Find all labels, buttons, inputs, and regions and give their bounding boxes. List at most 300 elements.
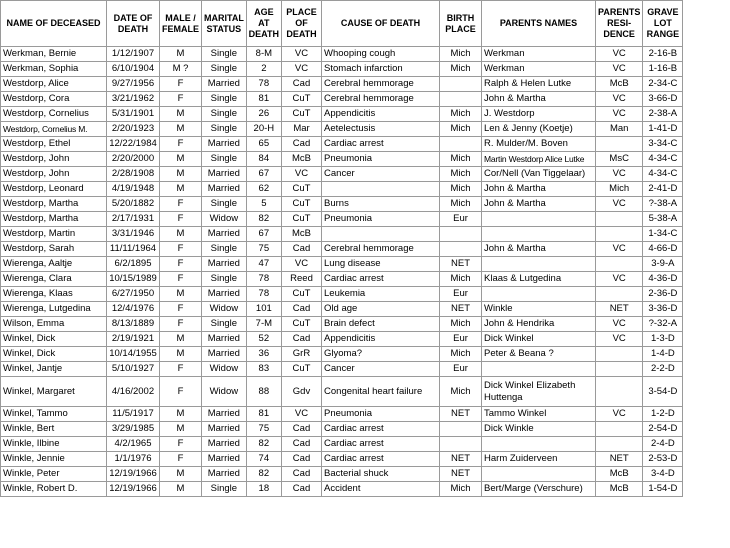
cell-parents-residence: VC	[596, 197, 643, 212]
cell-sex: F	[160, 197, 202, 212]
cell-date-of-death: 12/19/1966	[107, 482, 160, 497]
cell-age-at-death: 47	[246, 257, 281, 272]
cell-marital-status: Single	[202, 242, 247, 257]
cell-birth-place: Mich	[440, 317, 482, 332]
cell-age-at-death: 101	[246, 302, 281, 317]
cell-date-of-death: 12/4/1976	[107, 302, 160, 317]
cell-cause-of-death: Stomach infarction	[322, 62, 440, 77]
table-row	[1, 167, 683, 182]
cell-cause-of-death: Congenital heart failure	[322, 377, 440, 407]
cell-name: Westdorp, Leonard	[1, 182, 107, 197]
cell-age-at-death: 78	[246, 287, 281, 302]
cell-grave-lot-range: 2-38-A	[643, 107, 683, 122]
cell-date-of-death: 2/20/2000	[107, 152, 160, 167]
cell-marital-status: Married	[202, 167, 247, 182]
cell-place-of-death: Cad	[282, 137, 322, 152]
header-grave-lot-range: GRAVE LOT RANGE	[643, 1, 683, 47]
cell-birth-place: Mich	[440, 107, 482, 122]
table-body	[1, 47, 683, 497]
cell-cause-of-death: Cancer	[322, 362, 440, 377]
cell-place-of-death: Mar	[282, 122, 322, 137]
cell-sex: M ?	[160, 62, 202, 77]
cell-marital-status: Married	[202, 332, 247, 347]
cell-date-of-death: 5/20/1882	[107, 197, 160, 212]
cell-name: Winkle, Bert	[1, 422, 107, 437]
cell-marital-status: Married	[202, 467, 247, 482]
cell-place-of-death: Cad	[282, 467, 322, 482]
cell-place-of-death: CuT	[282, 287, 322, 302]
cell-place-of-death: Cad	[282, 422, 322, 437]
cell-birth-place: NET	[440, 452, 482, 467]
cell-grave-lot-range: ?-38-A	[643, 197, 683, 212]
cell-sex: M	[160, 467, 202, 482]
cell-parents-residence: VC	[596, 62, 643, 77]
cell-age-at-death: 8-M	[246, 47, 281, 62]
cell-parents-residence	[596, 212, 643, 227]
cell-cause-of-death: Cardiac arrest	[322, 137, 440, 152]
table-row	[1, 227, 683, 242]
cell-place-of-death: CuT	[282, 362, 322, 377]
cell-age-at-death: 52	[246, 332, 281, 347]
cell-sex: M	[160, 422, 202, 437]
cell-name: Winkle, Robert D.	[1, 482, 107, 497]
cell-date-of-death: 8/13/1889	[107, 317, 160, 332]
cell-cause-of-death: Cancer	[322, 167, 440, 182]
cell-grave-lot-range: 4-34-C	[643, 167, 683, 182]
cell-sex: F	[160, 437, 202, 452]
cell-parents-names: Winkle	[482, 302, 596, 317]
cell-date-of-death: 6/2/1895	[107, 257, 160, 272]
cell-parents-residence	[596, 362, 643, 377]
cell-grave-lot-range: 3-66-D	[643, 92, 683, 107]
cell-place-of-death: Cad	[282, 332, 322, 347]
cell-name: Winkel, Dick	[1, 332, 107, 347]
cell-grave-lot-range: 1-2-D	[643, 407, 683, 422]
cell-grave-lot-range: 2-53-D	[643, 452, 683, 467]
cell-parents-residence: VC	[596, 92, 643, 107]
table-row	[1, 182, 683, 197]
cell-name: Werkman, Sophia	[1, 62, 107, 77]
cell-name: Winkel, Margaret	[1, 377, 107, 407]
cell-place-of-death: Cad	[282, 77, 322, 92]
cell-parents-names	[482, 212, 596, 227]
cell-age-at-death: 7-M	[246, 317, 281, 332]
cell-name: Westdorp, Martha	[1, 212, 107, 227]
table-row	[1, 347, 683, 362]
cell-date-of-death: 5/31/1901	[107, 107, 160, 122]
cell-grave-lot-range: 1-16-B	[643, 62, 683, 77]
cell-date-of-death: 4/19/1948	[107, 182, 160, 197]
cell-grave-lot-range: 1-4-D	[643, 347, 683, 362]
cell-birth-place: Mich	[440, 167, 482, 182]
cell-sex: M	[160, 152, 202, 167]
table-row	[1, 122, 683, 137]
cell-place-of-death: Cad	[282, 482, 322, 497]
cell-parents-names: Bert/Marge (Verschure)	[482, 482, 596, 497]
table-row	[1, 317, 683, 332]
cell-parents-residence: NET	[596, 302, 643, 317]
cell-place-of-death: VC	[282, 47, 322, 62]
cell-marital-status: Single	[202, 317, 247, 332]
cell-name: Wierenga, Klaas	[1, 287, 107, 302]
cell-marital-status: Widow	[202, 377, 247, 407]
table-row	[1, 482, 683, 497]
cell-name: Winkel, Jantje	[1, 362, 107, 377]
cell-sex: F	[160, 272, 202, 287]
table-header	[1, 1, 683, 47]
cell-grave-lot-range: 4-36-D	[643, 272, 683, 287]
cell-birth-place: NET	[440, 407, 482, 422]
cell-place-of-death: Reed	[282, 272, 322, 287]
table-row	[1, 107, 683, 122]
cell-cause-of-death: Cardiac arrest	[322, 437, 440, 452]
cell-parents-residence: MsC	[596, 152, 643, 167]
cell-grave-lot-range: 1-41-D	[643, 122, 683, 137]
table-row	[1, 197, 683, 212]
cell-cause-of-death: Aetelectusis	[322, 122, 440, 137]
cell-parents-names: J. Westdorp	[482, 107, 596, 122]
cell-cause-of-death: Cardiac arrest	[322, 272, 440, 287]
cell-marital-status: Single	[202, 107, 247, 122]
cell-grave-lot-range: 2-36-D	[643, 287, 683, 302]
cell-birth-place: NET	[440, 302, 482, 317]
cell-grave-lot-range: 3-4-D	[643, 467, 683, 482]
cell-date-of-death: 2/17/1931	[107, 212, 160, 227]
cell-parents-names: John & Martha	[482, 182, 596, 197]
cell-marital-status: Single	[202, 62, 247, 77]
table-row	[1, 362, 683, 377]
cell-sex: F	[160, 92, 202, 107]
header-date-of-death: DATE OF DEATH	[107, 1, 160, 47]
cell-grave-lot-range: 2-4-D	[643, 437, 683, 452]
cell-date-of-death: 1/12/1907	[107, 47, 160, 62]
cell-parents-residence: NET	[596, 452, 643, 467]
cell-cause-of-death	[322, 182, 440, 197]
cell-parents-names: Harm Zuiderveen	[482, 452, 596, 467]
cell-date-of-death: 3/29/1985	[107, 422, 160, 437]
cell-parents-residence: VC	[596, 332, 643, 347]
table-row	[1, 257, 683, 272]
cell-marital-status: Married	[202, 347, 247, 362]
cell-sex: F	[160, 377, 202, 407]
cell-sex: M	[160, 167, 202, 182]
cell-sex: M	[160, 182, 202, 197]
cell-parents-names	[482, 287, 596, 302]
cell-grave-lot-range: 3-54-D	[643, 377, 683, 407]
cell-parents-names: Cor/Nell (Van Tiggelaar)	[482, 167, 596, 182]
cell-place-of-death: Cad	[282, 302, 322, 317]
cell-marital-status: Married	[202, 437, 247, 452]
cell-marital-status: Married	[202, 422, 247, 437]
cell-date-of-death: 3/21/1962	[107, 92, 160, 107]
cell-marital-status: Single	[202, 122, 247, 137]
cell-age-at-death: 65	[246, 137, 281, 152]
table-row	[1, 467, 683, 482]
cell-parents-names: John & Hendrika	[482, 317, 596, 332]
cell-place-of-death: CuT	[282, 182, 322, 197]
cell-grave-lot-range: 2-54-D	[643, 422, 683, 437]
cell-age-at-death: 18	[246, 482, 281, 497]
cell-date-of-death: 11/11/1964	[107, 242, 160, 257]
cell-birth-place	[440, 242, 482, 257]
cell-birth-place: Mich	[440, 152, 482, 167]
cell-parents-residence: VC	[596, 407, 643, 422]
cell-parents-names	[482, 257, 596, 272]
cell-parents-names: John & Martha	[482, 242, 596, 257]
cell-marital-status: Single	[202, 272, 247, 287]
cell-place-of-death: McB	[282, 227, 322, 242]
cell-parents-names: Dick Winkle	[482, 422, 596, 437]
cell-grave-lot-range: 1-54-D	[643, 482, 683, 497]
cell-grave-lot-range: 2-34-C	[643, 77, 683, 92]
cell-parents-residence: VC	[596, 47, 643, 62]
cell-name: Wierenga, Clara	[1, 272, 107, 287]
cell-parents-names	[482, 467, 596, 482]
cell-name: Westdorp, Alice	[1, 77, 107, 92]
cell-age-at-death: 81	[246, 407, 281, 422]
cell-parents-names: Dick Winkel	[482, 332, 596, 347]
cell-cause-of-death: Cerebral hemmorage	[322, 242, 440, 257]
cell-name: Westdorp, Cora	[1, 92, 107, 107]
cell-marital-status: Married	[202, 77, 247, 92]
cell-parents-names: Peter & Beana ?	[482, 347, 596, 362]
cell-sex: F	[160, 302, 202, 317]
cell-parents-residence	[596, 422, 643, 437]
cell-sex: F	[160, 212, 202, 227]
cell-name: Westdorp, Martha	[1, 197, 107, 212]
table-row	[1, 377, 683, 407]
cell-age-at-death: 78	[246, 272, 281, 287]
cell-age-at-death: 67	[246, 167, 281, 182]
cell-date-of-death: 10/15/1989	[107, 272, 160, 287]
cell-date-of-death: 4/16/2002	[107, 377, 160, 407]
table-row	[1, 332, 683, 347]
cell-sex: F	[160, 242, 202, 257]
cell-cause-of-death: Burns	[322, 197, 440, 212]
cell-marital-status: Widow	[202, 362, 247, 377]
cell-name: Winkle, Peter	[1, 467, 107, 482]
cell-date-of-death: 12/22/1984	[107, 137, 160, 152]
header-marital-status: MARITAL STATUS	[202, 1, 247, 47]
cell-name: Westdorp, John	[1, 167, 107, 182]
cell-grave-lot-range: 5-38-A	[643, 212, 683, 227]
cell-name: Westdorp, Sarah	[1, 242, 107, 257]
cell-place-of-death: VC	[282, 62, 322, 77]
cell-age-at-death: 75	[246, 242, 281, 257]
table-row	[1, 212, 683, 227]
cell-birth-place	[440, 422, 482, 437]
cell-grave-lot-range: 3-9-A	[643, 257, 683, 272]
cell-name: Westdorp, Cornelius M.	[1, 122, 107, 137]
cell-birth-place	[440, 437, 482, 452]
cell-birth-place	[440, 227, 482, 242]
table-row	[1, 452, 683, 467]
cell-cause-of-death: Glyoma?	[322, 347, 440, 362]
cell-birth-place: Mich	[440, 47, 482, 62]
header-row	[1, 1, 683, 47]
cell-birth-place: Mich	[440, 122, 482, 137]
cell-place-of-death: Cad	[282, 242, 322, 257]
cell-parents-names: Ralph & Helen Lutke	[482, 77, 596, 92]
cell-name: Winkel, Tammo	[1, 407, 107, 422]
cell-date-of-death: 9/27/1956	[107, 77, 160, 92]
cell-grave-lot-range: 3-34-C	[643, 137, 683, 152]
cell-marital-status: Single	[202, 92, 247, 107]
header-birth-place: BIRTH PLACE	[440, 1, 482, 47]
cell-cause-of-death: Pneumonia	[322, 212, 440, 227]
cell-age-at-death: 74	[246, 452, 281, 467]
cell-birth-place: Eur	[440, 212, 482, 227]
table-row	[1, 407, 683, 422]
cell-date-of-death: 10/14/1955	[107, 347, 160, 362]
cell-place-of-death: McB	[282, 152, 322, 167]
cell-age-at-death: 36	[246, 347, 281, 362]
cell-sex: F	[160, 317, 202, 332]
cell-name: Wilson, Emma	[1, 317, 107, 332]
cell-birth-place: Mich	[440, 182, 482, 197]
cell-name: Wierenga, Lutgedina	[1, 302, 107, 317]
cell-parents-names: John & Martha	[482, 92, 596, 107]
cell-sex: M	[160, 47, 202, 62]
cell-sex: M	[160, 107, 202, 122]
cell-marital-status: Married	[202, 137, 247, 152]
cell-place-of-death: VC	[282, 407, 322, 422]
cell-sex: F	[160, 77, 202, 92]
cell-place-of-death: Cad	[282, 452, 322, 467]
cell-grave-lot-range: 2-41-D	[643, 182, 683, 197]
cell-name: Winkle, Jennie	[1, 452, 107, 467]
cell-birth-place: NET	[440, 257, 482, 272]
cell-parents-names: John & Martha	[482, 197, 596, 212]
cell-sex: M	[160, 122, 202, 137]
cell-grave-lot-range: 1-34-C	[643, 227, 683, 242]
cell-age-at-death: 26	[246, 107, 281, 122]
cell-marital-status: Married	[202, 257, 247, 272]
cell-birth-place: NET	[440, 467, 482, 482]
cell-marital-status: Single	[202, 152, 247, 167]
cell-cause-of-death: Cerebral hemmorage	[322, 77, 440, 92]
cell-birth-place: Mich	[440, 347, 482, 362]
cell-parents-names: Dick Winkel Elizabeth Huttenga	[482, 377, 596, 407]
cell-parents-residence	[596, 287, 643, 302]
cell-parents-residence	[596, 437, 643, 452]
cell-birth-place: Mich	[440, 197, 482, 212]
cell-place-of-death: VC	[282, 257, 322, 272]
cell-birth-place: Eur	[440, 362, 482, 377]
cell-birth-place	[440, 77, 482, 92]
cell-place-of-death: CuT	[282, 317, 322, 332]
cell-parents-names: Len & Jenny (Koetje)	[482, 122, 596, 137]
cell-place-of-death: CuT	[282, 107, 322, 122]
header-age-at-death: AGE AT DEATH	[246, 1, 281, 47]
cell-grave-lot-range: 3-36-D	[643, 302, 683, 317]
cell-parents-residence: VC	[596, 107, 643, 122]
cell-cause-of-death	[322, 227, 440, 242]
cell-cause-of-death: Cardiac arrest	[322, 422, 440, 437]
cell-name: Westdorp, Martin	[1, 227, 107, 242]
cell-cause-of-death: Appendicitis	[322, 107, 440, 122]
cell-cause-of-death: Appendicitis	[322, 332, 440, 347]
cell-parents-residence: VC	[596, 317, 643, 332]
cell-parents-residence: McB	[596, 467, 643, 482]
cell-sex: M	[160, 482, 202, 497]
cell-grave-lot-range: 2-2-D	[643, 362, 683, 377]
cell-date-of-death: 2/19/1921	[107, 332, 160, 347]
cell-date-of-death: 12/19/1966	[107, 467, 160, 482]
cell-parents-names	[482, 227, 596, 242]
header-parents-names: PARENTS NAMES	[482, 1, 596, 47]
cell-sex: M	[160, 347, 202, 362]
cell-cause-of-death: Leukemia	[322, 287, 440, 302]
cell-age-at-death: 2	[246, 62, 281, 77]
cell-age-at-death: 5	[246, 197, 281, 212]
cell-age-at-death: 20-H	[246, 122, 281, 137]
cell-name: Westdorp, Ethel	[1, 137, 107, 152]
header-name-of-deceased: NAME OF DECEASED	[1, 1, 107, 47]
cell-age-at-death: 88	[246, 377, 281, 407]
cell-age-at-death: 78	[246, 77, 281, 92]
cell-cause-of-death: Pneumonia	[322, 407, 440, 422]
cell-parents-residence	[596, 137, 643, 152]
cell-parents-names	[482, 437, 596, 452]
cell-marital-status: Married	[202, 182, 247, 197]
cell-grave-lot-range: ?-32-A	[643, 317, 683, 332]
cell-cause-of-death: Pneumonia	[322, 152, 440, 167]
header-parents-residence: PARENTS RESI-DENCE	[596, 1, 643, 47]
cell-cause-of-death: Brain defect	[322, 317, 440, 332]
cell-name: Werkman, Bernie	[1, 47, 107, 62]
cell-age-at-death: 84	[246, 152, 281, 167]
cell-age-at-death: 75	[246, 422, 281, 437]
cell-grave-lot-range: 4-34-C	[643, 152, 683, 167]
cell-date-of-death: 5/10/1927	[107, 362, 160, 377]
cell-parents-residence	[596, 257, 643, 272]
cell-parents-residence	[596, 227, 643, 242]
cell-sex: M	[160, 287, 202, 302]
cell-sex: F	[160, 257, 202, 272]
cell-age-at-death: 81	[246, 92, 281, 107]
cell-grave-lot-range: 2-16-B	[643, 47, 683, 62]
cell-age-at-death: 62	[246, 182, 281, 197]
cell-parents-names: Tammo Winkel	[482, 407, 596, 422]
cell-parents-residence: VC	[596, 242, 643, 257]
cell-parents-names	[482, 362, 596, 377]
cell-marital-status: Single	[202, 47, 247, 62]
cell-birth-place: Eur	[440, 287, 482, 302]
cell-place-of-death: CuT	[282, 197, 322, 212]
cell-name: Westdorp, John	[1, 152, 107, 167]
cell-marital-status: Married	[202, 287, 247, 302]
header-place-of-death: PLACE OF DEATH	[282, 1, 322, 47]
cell-sex: F	[160, 362, 202, 377]
cell-age-at-death: 82	[246, 212, 281, 227]
table-row	[1, 47, 683, 62]
cell-marital-status: Single	[202, 197, 247, 212]
table-row	[1, 77, 683, 92]
cell-parents-residence	[596, 377, 643, 407]
cell-name: Westdorp, Cornelius	[1, 107, 107, 122]
cell-parents-residence: McB	[596, 482, 643, 497]
cell-date-of-death: 2/20/1923	[107, 122, 160, 137]
header-sex: MALE / FEMALE	[160, 1, 202, 47]
cell-parents-residence: Mich	[596, 182, 643, 197]
cell-age-at-death: 82	[246, 467, 281, 482]
cell-sex: F	[160, 137, 202, 152]
cell-date-of-death: 2/28/1908	[107, 167, 160, 182]
table-row	[1, 287, 683, 302]
cell-date-of-death: 4/2/1965	[107, 437, 160, 452]
cell-birth-place	[440, 137, 482, 152]
